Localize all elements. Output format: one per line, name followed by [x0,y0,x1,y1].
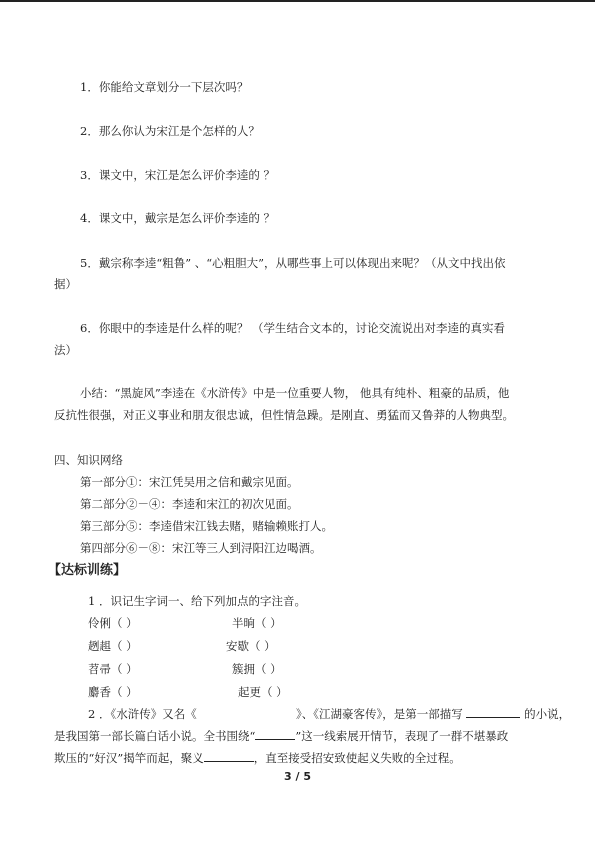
word-item: 苕帚（ ） [88,662,138,676]
question-6-line-2: 法） [54,343,77,357]
word-item: 半晌（ ） [232,616,282,630]
knowledge-part-1: 第一部分①：宋江凭吴用之信和戴宗见面。 [80,475,299,489]
exercise-2-text: ”这一线索展开情节，表现了一群不堪暴政 [295,729,509,743]
exercise-2-text: 2 ．《水浒传》又名《 [88,707,197,721]
word-item: 起更（ ） [238,685,288,699]
fill-blank[interactable] [255,728,295,740]
knowledge-part-3: 第三部分⑤：李逵借宋江钱去赌，赌输赖账打人。 [80,519,333,533]
word-item: 安歇（ ） [226,639,276,653]
exercise-2-text: 欺压的“好汉”揭竿而起，聚义 [54,751,204,765]
knowledge-part-2: 第二部分②－④：李逵和宋江的初次见面。 [80,497,299,511]
exercise-2-text: ，直至接受招安致使起义失败的全过程。 [253,751,461,765]
word-item: 趔趄（ ） [88,639,138,653]
summary-line-2: 反抗性很强，对正义事业和朋友很忠诚，但性情急躁。是刚直、勇猛而又鲁莽的人物典型。 [54,408,514,422]
knowledge-part-4: 第四部分⑥－⑧：宋江等三人到浔阳江边喝酒。 [80,541,322,555]
exercise-2-text: 》、《江湖豪客传》，是第一部描写 [296,707,463,721]
question-5-line-1: 5．戴宗称李逵“粗鲁” 、“心粗胆大”，从哪些事上可以体现出来呢？（从文中找出依 [80,256,506,270]
exercise-2-text: 的小说， [524,707,571,721]
exercise-2-line-3 [54,750,461,766]
question-4: 4．课文中，戴宗是怎么评价李逵的 ？ [80,211,275,225]
word-item: 伶俐（ ） [88,616,138,630]
exercise-2-text: 是我国第一部长篇白话小说。全书围绕“ [54,729,256,743]
knowledge-title: 四、知识网络 [54,453,123,467]
question-5-line-2: 据） [54,277,77,291]
question-6-line-1: 6．你眼中的李逵是什么样的呢？ （学生结合文本的，讨论交流说出对李逵的真实看 [80,321,505,335]
word-item: 簇拥（ ） [232,662,282,676]
question-3: 3．课文中，宋江是怎么评价李逵的 ？ [80,168,275,182]
question-1: 1．你能给文章划分一下层次吗？ [80,80,249,94]
summary-line-1: 小结：“黑旋风”李逵在《水浒传》中是一位重要人物， 他具有纯朴、粗豪的品质，他 [80,386,510,400]
fill-blank[interactable] [204,750,254,762]
fill-blank[interactable] [466,706,520,718]
training-title: 【达标训练】 [48,563,127,578]
exercise-2-line-2 [54,728,508,744]
page-number: 3 / 5 [284,770,311,783]
top-rule [0,0,595,2]
exercise-1: 1 ．识记生字词一、给下列加点的字注音。 [88,594,306,608]
word-item: 麝香（ ） [88,685,138,699]
exercise-2-line-1 [88,706,570,722]
question-2: 2．那么你认为宋江是个怎样的人？ [80,124,260,138]
